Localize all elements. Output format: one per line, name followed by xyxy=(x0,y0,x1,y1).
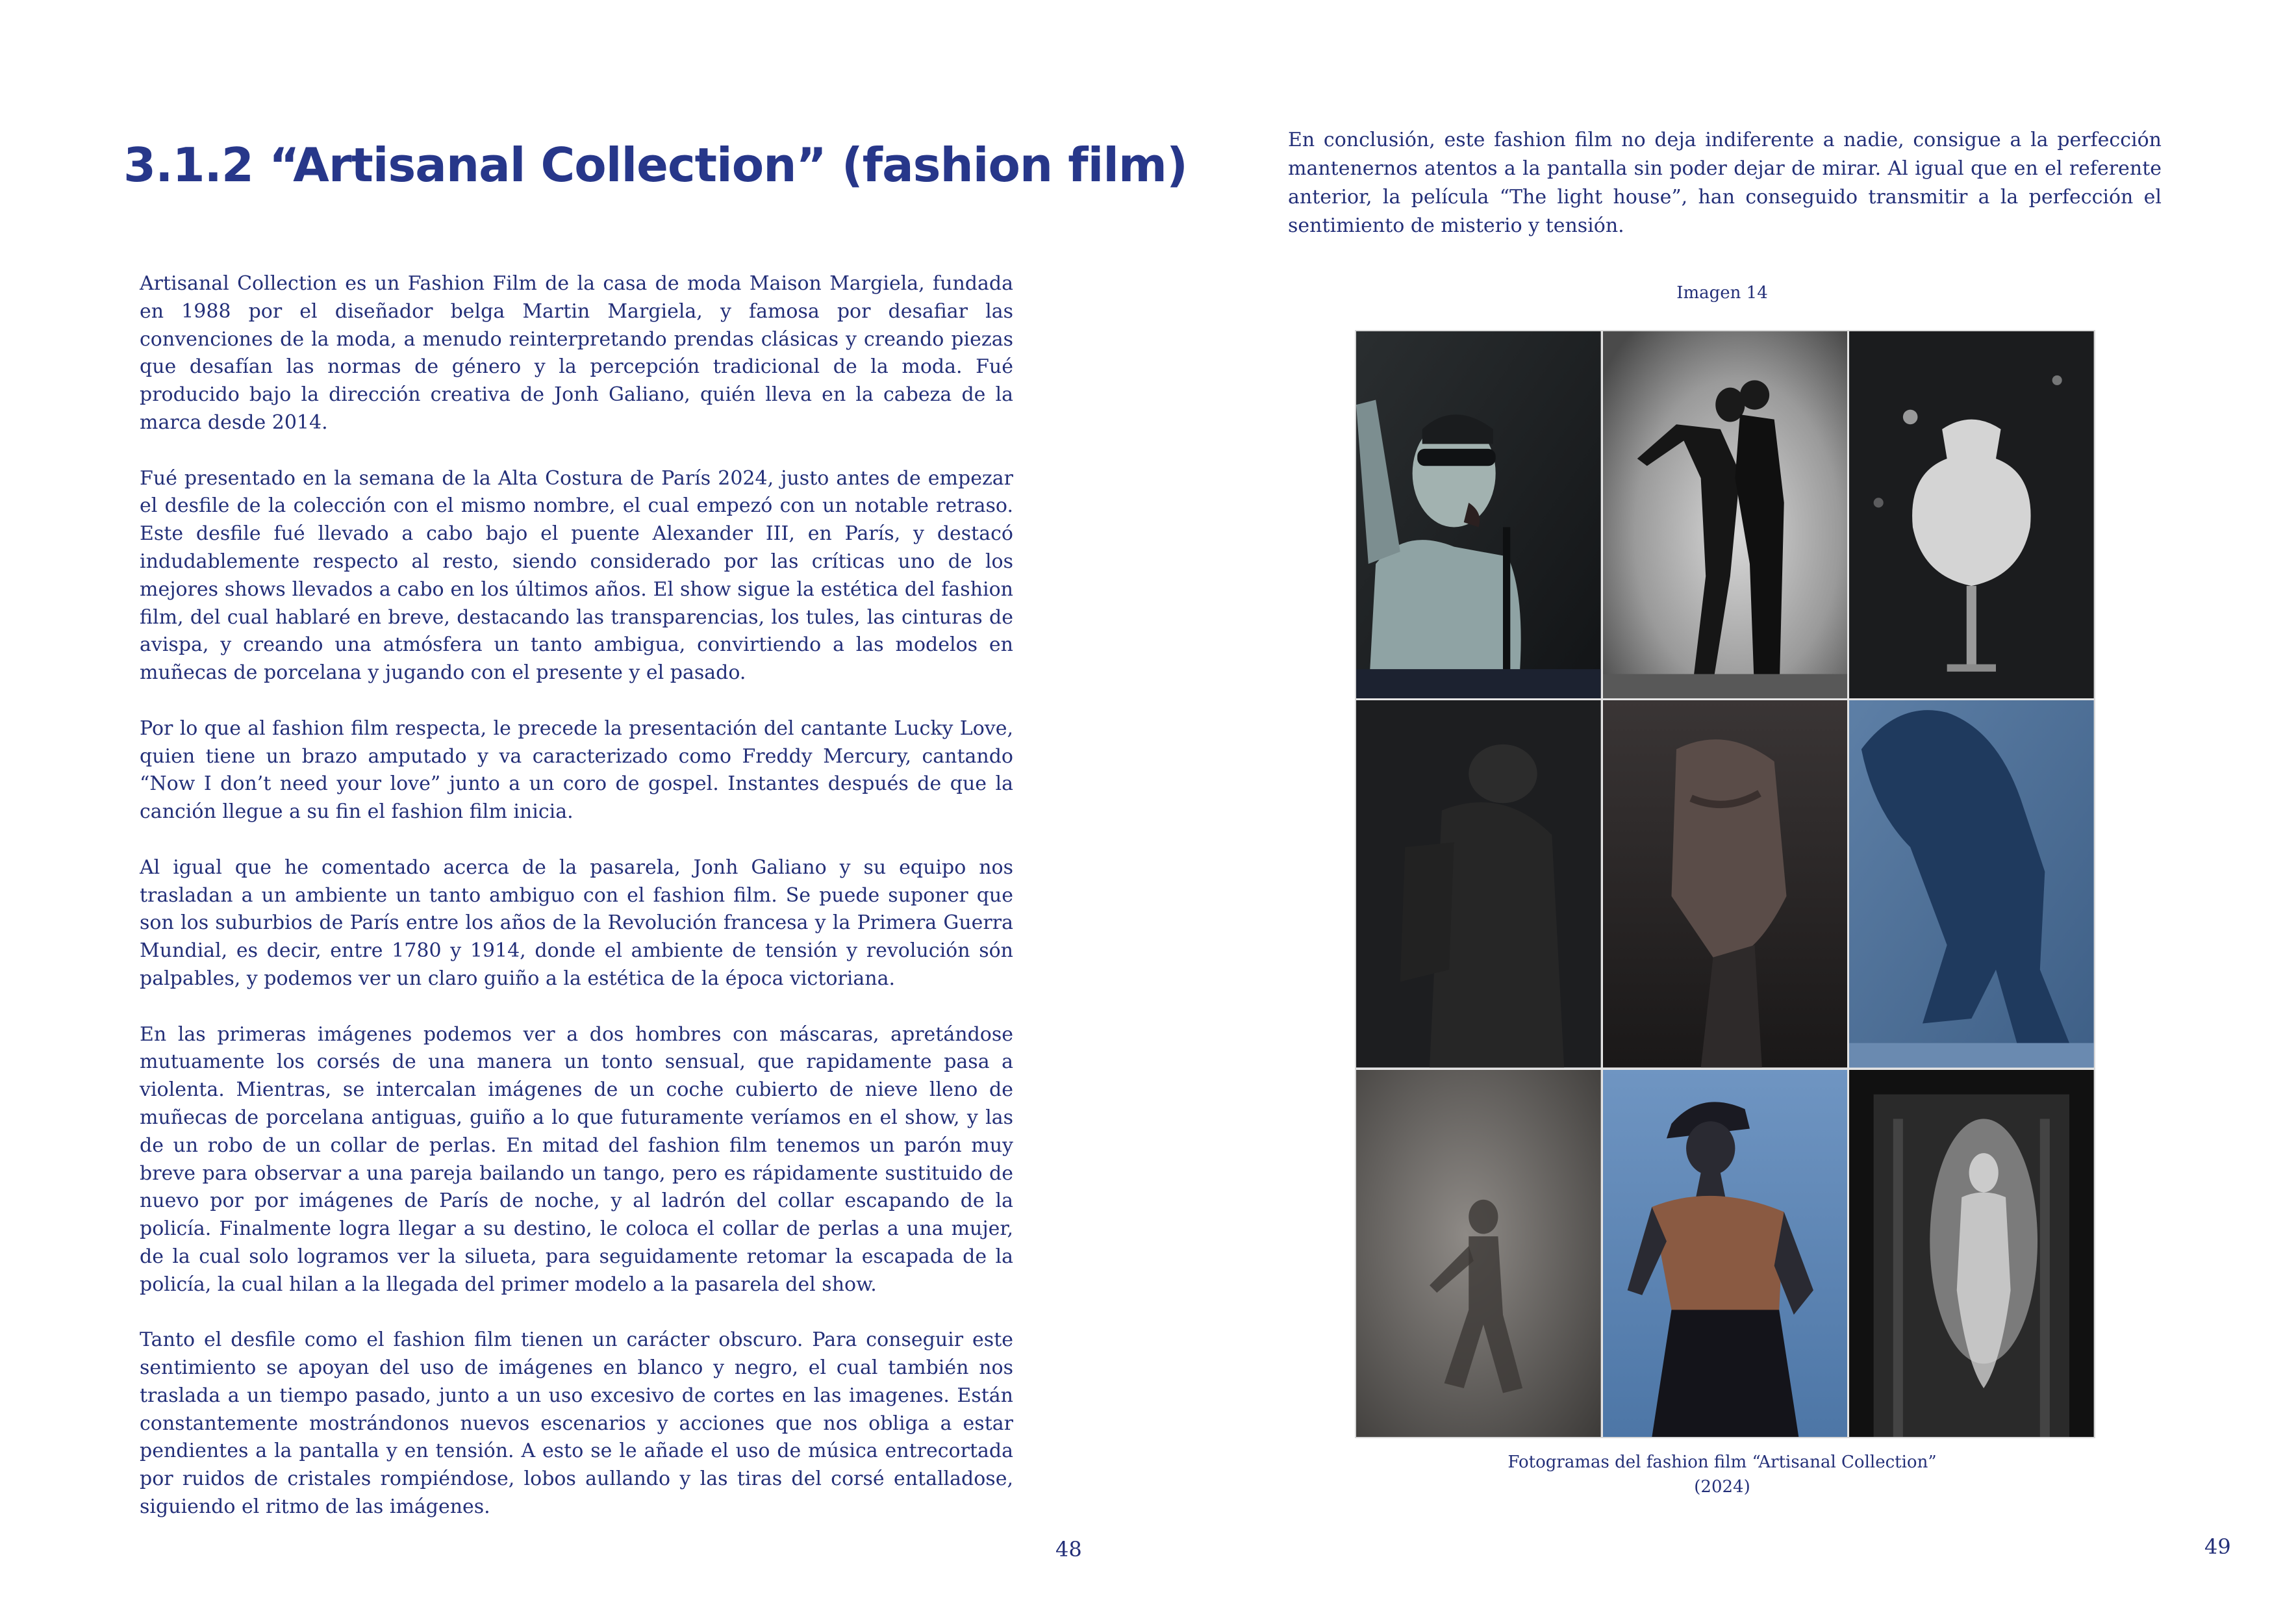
still-corset xyxy=(1603,700,1848,1067)
conclusion-paragraph: En conclusión, este fashion film no deja indiferente a nadie, consigue a la perfección mantenernos atentos a la pantalla sin poder dejar de mirar. Al igual que en el referente anterior, la película “The light house”, han conseguido transmitir a la perfección el sentimiento de misterio y tensión. xyxy=(1288,129,2162,237)
still-blue-silhouette xyxy=(1849,700,2094,1067)
still-dark-figure xyxy=(1356,700,1601,1067)
left-body-text xyxy=(140,270,1013,1549)
paragraph-6: Tanto el desfile como el fashion film tienen un carácter obscuro. Para conseguir este sentimiento se apoyan del uso de imágenes en blanco y negro, el cual también nos traslada a un tiempo pasado, junto a un uso excesivo de cortes en las imagenes. Están constantemente mostrándonos nuevos escenarios y acciones que nos obliga a estar pendientes a la pantalla y en tensión. A esto se le añade el uso de música entrecortada por ruidos de cristales rompiéndose, lobos aullando y las tiras del corsé entalladose, siguiendo el ritmo de las imágenes. xyxy=(140,1328,1013,1519)
image-label: Imagen 14 xyxy=(1676,283,1768,303)
still-backlit-silhouette xyxy=(1849,1070,2094,1437)
caption-line-2: (2024) xyxy=(1694,1477,1750,1497)
still-mannequin xyxy=(1849,331,2094,698)
paragraph-4: Al igual que he comentado acerca de la pasarela, Jonh Galiano y su equipo nos trasladan a un ambiente un tanto ambiguo con el fashion film. Se puede suponer que son los suburbios de París entre los años de la Revolución francesa y la Primera Guerra Mundial, es decir, entre 1780 y 1914, donde el ambiente de tensión y revolución són palpables, y podemos ver un claro guiño a la estética de la época victoriana. xyxy=(140,856,1013,990)
still-woman-cap xyxy=(1603,1070,1848,1437)
caption-line-1: Fotogramas del fashion film “Artisanal Collection” xyxy=(1508,1453,1937,1472)
paragraph-3: Por lo que al fashion film respecta, le precede la presentación del cantante Lucky Love, quien tiene un brazo amputado y va caracterizado como Freddy Mercury, cantando “Now I don’t need your love” junto a un coro de gospel. Instantes después de que la canción llegue a su fin el fashion film inicia. xyxy=(140,717,1013,824)
section-title: 3.1.2 “Artisanal Collection” (fashion film) xyxy=(123,138,1187,192)
figure-caption xyxy=(1148,1450,2296,1499)
paragraph-2: Fué presentado en la semana de la Alta Costura de París 2024, justo antes de empezar el desfile de la colección con el mismo nombre, el cual empezó con un notable retraso. Este desfile fué llevado a cabo bajo el puente Alexander III, en París, y destacó indudablemente respecto al resto, siendo considerado por las críticas uno de los mejores shows llevados a cabo en los últimos años. El show sigue la estética del fashion film, del cual hablaré en breve, destacando las transparencias, los tules, las cinturas de avispa, y creando una atmósfera un tanto ambigua, convirtiendo a las modelos en muñecas de porcelana y jugando con el presente y el pasado. xyxy=(140,466,1013,685)
paragraph-5: En las primeras imágenes podemos ver a dos hombres con máscaras, apretándose mutuamente los corsés de una manera un tonto sensual, que rapidamente pasa a violenta. Mientras, se intercalan imágenes de un coche cubierto de nieve lleno de muñecas de porcelana antiguas, guiño a lo que futuramente veríamos en el show, y las de un robo de un collar de perlas. En mitad del fashion film tenemos un parón muy breve para observar a una pareja bailando un tango, pero es rápidamente sustituido de nuevo por por imágenes de París de noche, y al ladrón del collar escapando de la policía. Finalmente logra llegar a su destino, le coloca el collar de perlas a una mujer, de la cual solo logramos ver la silueta, para seguidamente retomar la escapada de la policía, la cual hilan a la llegada del primer modelo a la pasarela del show. xyxy=(140,1022,1013,1296)
still-fog-runner xyxy=(1356,1070,1601,1437)
paragraph-1: Artisanal Collection es un Fashion Film de la casa de moda Maison Margiela, fundada en 1988 por el diseñador belga Martin Margiela, y famosa por desafiar las convenciones de la moda, a menudo reinterpretando prendas clásicas y creando piezas que desafían las normas de género y la percepción tradicional de la moda. Fué producido bajo la dirección creativa de Jonh Galiano, quién lleva en la cabeza de la marca desde 2014. xyxy=(140,272,1013,434)
page-number-left: 48 xyxy=(1055,1537,1082,1562)
still-tango xyxy=(1603,331,1848,698)
page-number-right: 49 xyxy=(2204,1534,2231,1559)
film-stills-mosaic xyxy=(1355,330,2095,1438)
still-singer xyxy=(1356,331,1601,698)
right-page xyxy=(1148,0,2296,1624)
